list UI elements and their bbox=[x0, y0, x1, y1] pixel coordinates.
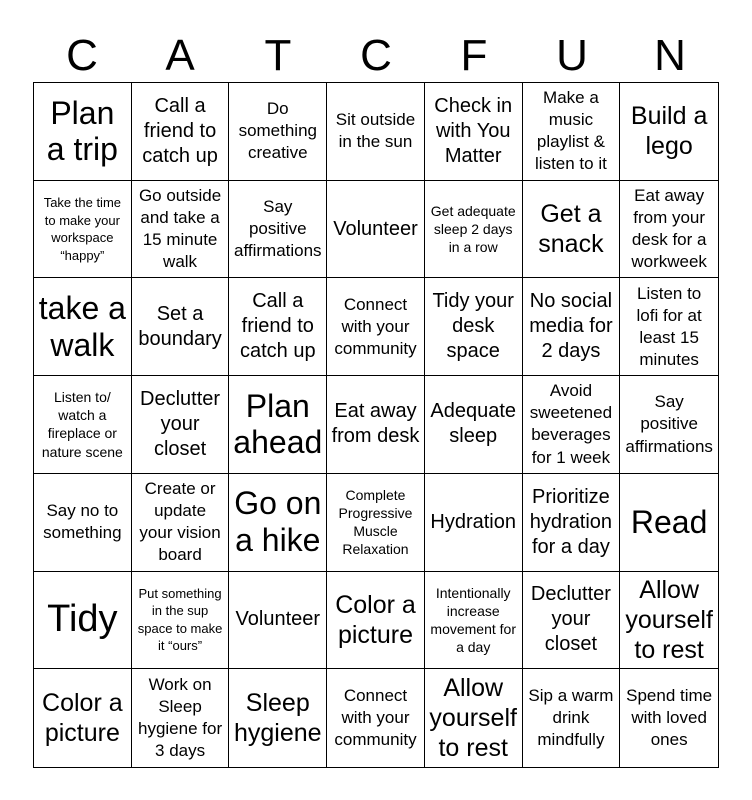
cell-text: Set a boundary bbox=[138, 302, 222, 350]
cell-text: take a walk bbox=[38, 289, 126, 363]
cell-text: Take the time to make your workspace “happy” bbox=[43, 194, 122, 263]
bingo-cell bbox=[620, 376, 718, 474]
bingo-cell bbox=[327, 181, 425, 279]
cell-text: Declutter your closet bbox=[530, 583, 611, 656]
cell-text: Say positive affirmations bbox=[234, 196, 322, 261]
cell-text: Hydration bbox=[430, 510, 516, 533]
cell-text: Volunteer bbox=[235, 608, 321, 631]
cell-text: Color a picture bbox=[335, 590, 416, 649]
bingo-cell bbox=[425, 474, 523, 572]
bingo-cell bbox=[34, 376, 132, 474]
cell-text: Get a snack bbox=[538, 200, 604, 259]
bingo-cell bbox=[425, 669, 523, 767]
bingo-cell bbox=[523, 669, 621, 767]
bingo-grid bbox=[33, 82, 719, 768]
bingo-cell bbox=[229, 474, 327, 572]
cell-text: Say no to something bbox=[43, 501, 122, 543]
header-letter: T bbox=[264, 31, 292, 80]
bingo-cell bbox=[523, 278, 621, 376]
cell-text: Complete Progressive Muscle Relaxation bbox=[338, 486, 413, 558]
bingo-cell bbox=[620, 669, 718, 767]
bingo-cell bbox=[34, 278, 132, 376]
cell-text: Listen to/ watch a fireplace or nature scene bbox=[41, 389, 123, 460]
bingo-cell bbox=[327, 572, 425, 670]
cell-text: Build a lego bbox=[630, 102, 708, 161]
cell-text: Color a picture bbox=[42, 689, 123, 748]
bingo-cell bbox=[34, 83, 132, 181]
cell-text: Do something creative bbox=[238, 99, 317, 163]
bingo-cell bbox=[620, 278, 718, 376]
bingo-cell bbox=[132, 474, 230, 572]
bingo-cell bbox=[34, 669, 132, 767]
header-letter: F bbox=[460, 31, 488, 80]
bingo-cell bbox=[327, 376, 425, 474]
bingo-cell bbox=[229, 181, 327, 279]
bingo-cell bbox=[523, 376, 621, 474]
bingo-cell bbox=[620, 181, 718, 279]
cell-text: Go outside and take a 15 minute walk bbox=[138, 185, 222, 272]
cell-text: Work on Sleep hygiene for 3 days bbox=[138, 674, 223, 761]
cell-text: Connect with your community bbox=[334, 686, 417, 750]
bingo-cell bbox=[327, 278, 425, 376]
cell-text: Read bbox=[630, 503, 708, 540]
cell-text: Adequate sleep bbox=[430, 400, 517, 448]
cell-text: Eat away from desk bbox=[331, 400, 420, 448]
cell-text: Sip a warm drink mindfully bbox=[528, 686, 614, 750]
cell-text: Tidy your desk space bbox=[432, 290, 514, 363]
bingo-cell bbox=[620, 83, 718, 181]
bingo-cell bbox=[425, 83, 523, 181]
cell-text: Plan a trip bbox=[46, 94, 118, 168]
bingo-cell bbox=[34, 572, 132, 670]
cell-text: Declutter your closet bbox=[140, 387, 221, 460]
cell-text: Sleep hygiene bbox=[233, 689, 322, 748]
bingo-cell bbox=[229, 572, 327, 670]
cell-text: Connect with your community bbox=[334, 294, 417, 358]
cell-text: Get adequate sleep 2 days in a row bbox=[430, 202, 516, 256]
bingo-cell bbox=[425, 572, 523, 670]
cell-text: Make a music playlist & listen to it bbox=[535, 88, 607, 174]
bingo-cell bbox=[327, 474, 425, 572]
cell-text: Volunteer bbox=[333, 217, 418, 240]
cell-text: Allow yourself to rest bbox=[429, 674, 517, 763]
cell-text: Call a friend to catch up bbox=[142, 94, 218, 167]
cell-text: Say positive affirmations bbox=[625, 392, 713, 456]
cell-text: Plan ahead bbox=[233, 387, 323, 461]
cell-text: Allow yourself to rest bbox=[625, 575, 713, 664]
header-letter: C bbox=[66, 31, 98, 80]
bingo-cell bbox=[229, 669, 327, 767]
bingo-cell bbox=[327, 83, 425, 181]
header-letter: C bbox=[360, 31, 392, 80]
bingo-cell bbox=[132, 572, 230, 670]
bingo-cell bbox=[523, 572, 621, 670]
cell-text: Intentionally increase movement for a day bbox=[430, 584, 516, 656]
bingo-cell bbox=[523, 83, 621, 181]
bingo-cell bbox=[523, 474, 621, 572]
bingo-cell bbox=[620, 572, 718, 670]
cell-text: Avoid sweetened beverages for 1 week bbox=[529, 381, 613, 467]
cell-text: Create or update your vision board bbox=[139, 479, 221, 565]
bingo-cell bbox=[132, 181, 230, 279]
bingo-cell bbox=[425, 278, 523, 376]
bingo-cell bbox=[132, 278, 230, 376]
cell-text: Sit outside in the sun bbox=[335, 110, 416, 152]
cell-text: No social media for 2 days bbox=[529, 290, 613, 363]
header-letter: N bbox=[654, 31, 686, 80]
bingo-cell bbox=[132, 376, 230, 474]
bingo-cell bbox=[229, 83, 327, 181]
cell-text: Prioritize hydration for a day bbox=[529, 485, 613, 558]
bingo-cell bbox=[229, 278, 327, 376]
cell-text: Spend time with loved ones bbox=[626, 686, 713, 750]
cell-text: Tidy bbox=[47, 597, 118, 640]
cell-text: Listen to lofi for at least 15 minutes bbox=[636, 283, 702, 369]
header-letter: A bbox=[165, 31, 195, 80]
bingo-cell bbox=[34, 474, 132, 572]
bingo-cell bbox=[229, 376, 327, 474]
cell-text: Call a friend to catch up bbox=[239, 290, 316, 363]
cell-text: Eat away from your desk for a workweek bbox=[631, 185, 707, 272]
bingo-cell bbox=[327, 669, 425, 767]
cell-text: Check in with You Matter bbox=[434, 94, 513, 167]
bingo-cell bbox=[620, 474, 718, 572]
bingo-cell bbox=[132, 83, 230, 181]
header-letter: U bbox=[556, 31, 588, 80]
bingo-cell bbox=[523, 181, 621, 279]
cell-text: Go on a hike bbox=[234, 485, 322, 559]
bingo-cell bbox=[425, 376, 523, 474]
bingo-cell bbox=[132, 669, 230, 767]
cell-text: Put something in the sup space to make it “ours” bbox=[137, 585, 223, 654]
bingo-cell bbox=[34, 181, 132, 279]
bingo-header bbox=[33, 30, 719, 82]
bingo-cell bbox=[425, 181, 523, 279]
